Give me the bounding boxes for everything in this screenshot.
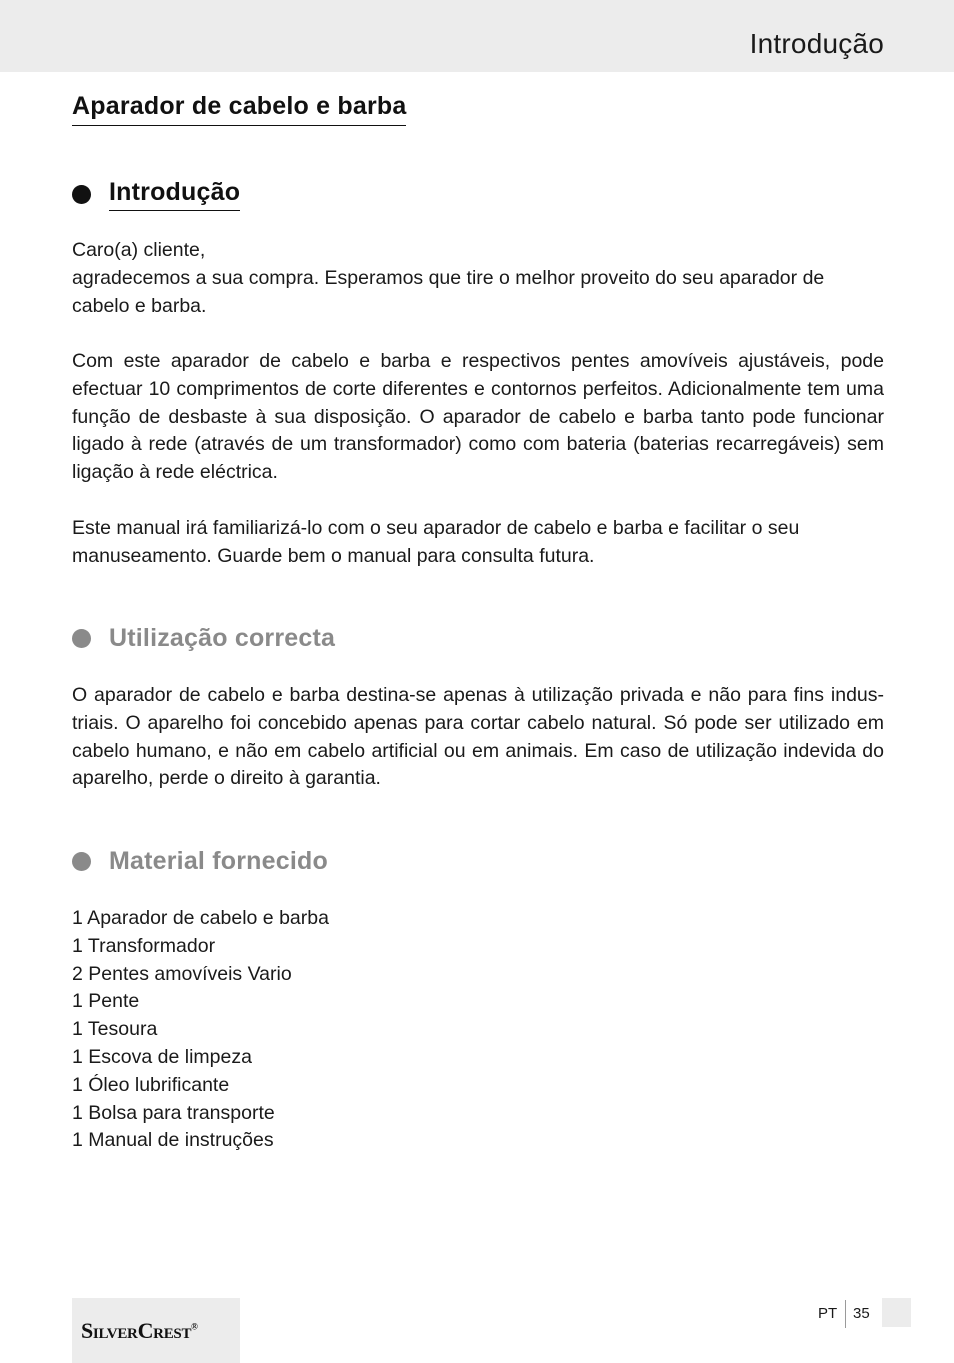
bullet-icon <box>72 852 91 871</box>
list-item: 1 Transformador <box>72 934 216 957</box>
list-item: 1 Bolsa para transporte <box>72 1101 275 1124</box>
paragraph-usage: O aparador de cabelo e barba destina-se apenas à utilização privada e não para fins indus-triais. O aparelho foi concebido apenas para cortar cabelo natural. Só pode ser utilizado em cabelo humano, e não em cabelo artificial ou em animais. Em caso de utilização indevida do aparelho, perde o direito à garantia. <box>72 684 884 790</box>
page-tab <box>882 1298 911 1327</box>
language-code: PT <box>818 1305 838 1322</box>
list-item: 1 Óleo lubrificante <box>72 1073 230 1096</box>
section-title: Material fornecido <box>109 847 328 875</box>
section-heading-introducao <box>72 178 240 211</box>
list-item: 1 Tesoura <box>72 1018 158 1041</box>
list-item: 2 Pentes amovíveis Vario <box>72 962 292 985</box>
paragraph-description: Com este aparador de cabelo e barba e respectivos pentes amovíveis ajustáveis, pode efectuar 10 comprimentos de corte diferentes e contornos perfeitos. Adicionalmente tem uma função de desbaste à sua disposição. O aparador de cabelo e barba tanto pode funcionar ligado à rede (através de um transformador) como com bateria (baterias recarregáveis) sem ligação à rede eléctrica. <box>72 350 884 484</box>
document-title: Aparador de cabelo e barba <box>72 92 406 126</box>
paragraph-greeting: Caro(a) cliente, agradecemos a sua compra. Esperamos que tire o melhor proveito do seu aparador de cabelo e barba. <box>72 239 825 317</box>
section-title: Utilização correcta <box>109 624 336 652</box>
section-heading-material <box>72 847 328 876</box>
list-item: 1 Manual de instruções <box>72 1129 274 1152</box>
footer-divider <box>845 1300 846 1328</box>
bullet-icon <box>72 185 91 204</box>
section-title: Introdução <box>109 178 240 211</box>
section-heading-utilizacao <box>72 624 335 653</box>
list-item: 1 Pente <box>72 990 140 1013</box>
list-item: 1 Escova de limpeza <box>72 1045 252 1068</box>
header-title: Introdução <box>749 28 884 59</box>
bullet-icon <box>72 629 91 648</box>
brand-name: SilverCrest® <box>81 1318 198 1343</box>
list-item: 1 Aparador de cabelo e barba <box>72 907 329 929</box>
paragraph-manual: Este manual irá familiarizá-lo com o seu aparador de cabelo e barba e facilitar o seu manuseamento. Guarde bem o manual para consulta futura. <box>72 517 800 567</box>
page-number: 35 <box>853 1305 870 1322</box>
brand-logo <box>72 1298 240 1363</box>
supplied-items-list <box>72 905 884 1155</box>
